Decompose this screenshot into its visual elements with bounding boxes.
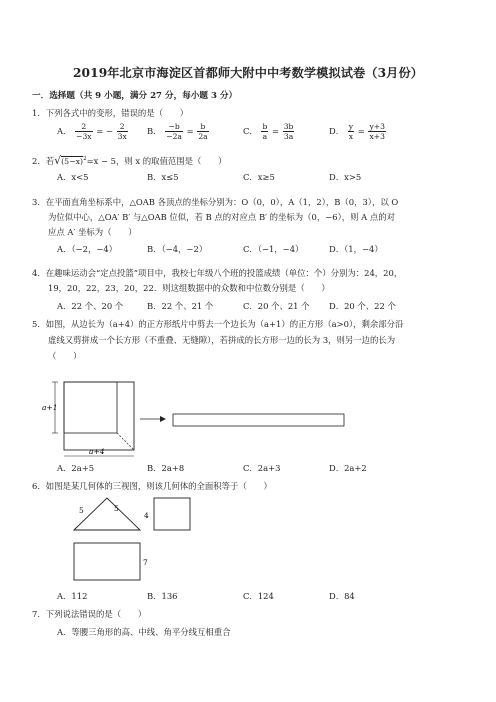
section-heading: 一．选择题（共 9 小题，满分 27 分，每小题 3 分） bbox=[32, 91, 238, 101]
front-view-left-edge-label: 5 bbox=[79, 506, 84, 515]
top-view-side-label: 7 bbox=[143, 558, 148, 567]
question-5-line-3: （ ） bbox=[48, 351, 82, 361]
question-2: 2．若$√(5-x)^2=x - 5$，则 x 的取值范围是（ ） bbox=[32, 153, 227, 167]
page-title: 2019年北京市海淀区首都师大附中中考数学模拟试卷（3月份） bbox=[72, 66, 424, 80]
q6-three-views bbox=[70, 494, 210, 584]
question-4-line-1: 4．在趣味运动会“定点投篮”项目中，我校七年级八个班的投篮成绩（单位：个）分别为：24，20， bbox=[32, 268, 403, 278]
question-3-line-3: 应点 A′ 坐标为（ ） bbox=[48, 227, 137, 237]
q4-option-b: B．22 个、21 个 bbox=[147, 301, 214, 311]
q4-option-a: A．22 个、20 个 bbox=[57, 301, 124, 311]
radicand: (5−x) bbox=[61, 156, 84, 166]
q1-option-c: C． $\frac{b}{a}$ = $\frac{3b}{3a}$ bbox=[243, 122, 294, 141]
inner-square bbox=[64, 382, 117, 433]
spliced-rectangle bbox=[173, 414, 344, 426]
q6-option-d: D．84 bbox=[329, 591, 355, 601]
q3-option-b: B．（−4，−2） bbox=[147, 244, 208, 254]
dashed-cut-line bbox=[117, 433, 134, 450]
question-5-line-2: 虚线又剪拼成一个长方形（不重叠、无缝隙），若拼成的长方形一边的长为 3，则另一边的长为 bbox=[48, 335, 396, 345]
q1-option-d: D． $\frac{y}{x}$ = $\frac{y+3}{x+3}$ bbox=[329, 122, 385, 141]
q2-option-a: A．x<5 bbox=[57, 172, 89, 182]
q5-option-c: C．2a+3 bbox=[243, 463, 281, 473]
question-3-line-2: 为位似中心，△OA′ B′ 与△OAB 位似，若 B 点的对应点 B′ 的坐标为（0，−6），则 A 点的对 bbox=[48, 212, 396, 222]
front-view-right-edge-label: 5 bbox=[114, 504, 119, 513]
outer-square bbox=[64, 382, 134, 450]
question-3-line-1: 3．在平面直角坐标系中，△OAB 各顶点的坐标分别为：O（0，0），A（1，2），B（0，3），以 O bbox=[32, 197, 399, 207]
question-4-line-2: 19，20，22，23，20，22．则这组数据中的众数和中位数分别是（ ） bbox=[48, 283, 330, 293]
q5-figure bbox=[40, 366, 360, 461]
q7-option-a: A．等腰三角形的高、中线、角平分线互相重合 bbox=[57, 627, 231, 637]
side-view-height-label: 4 bbox=[144, 511, 149, 520]
question-7: 7．下列说法错误的是（ ） bbox=[32, 609, 147, 619]
q5-option-d: D．2a+2 bbox=[329, 463, 367, 473]
arrow-head-icon bbox=[160, 416, 166, 422]
q2-option-d: D．x>5 bbox=[329, 172, 362, 182]
q3-option-a: A．（−2，−4） bbox=[57, 244, 118, 254]
q1-option-a: A． $\frac{2}{-3x}$ = − $\frac{2}{3x}$ bbox=[57, 122, 127, 141]
q5-option-b: B．2a+8 bbox=[147, 463, 185, 473]
q1-option-b: B． $\frac{-b}{-2a}$ = $\frac{b}{2a}$ bbox=[147, 122, 208, 141]
q3-option-d: D．（1，−4） bbox=[329, 244, 383, 254]
top-view-rectangle bbox=[74, 543, 140, 580]
q6-option-b: B．136 bbox=[147, 591, 178, 601]
side-view-rectangle bbox=[154, 498, 190, 530]
q3-option-c: C．（−1，−4） bbox=[243, 244, 304, 254]
q4-option-c: C．20 个、21 个 bbox=[243, 301, 310, 311]
q2-option-c: C．x≥5 bbox=[243, 172, 275, 182]
left-label: a+1 bbox=[42, 403, 58, 412]
q6-option-a: A．112 bbox=[57, 591, 88, 601]
bottom-label: a+4 bbox=[89, 447, 105, 456]
question-6: 6．如图是某几何体的三视图，则该几何体的全面积等于（ ） bbox=[32, 481, 272, 491]
q5-option-a: A．2a+5 bbox=[57, 463, 95, 473]
q2-option-b: B．x≤5 bbox=[147, 172, 179, 182]
front-view-triangle bbox=[74, 498, 140, 530]
q4-option-d: D．20 个、22 个 bbox=[329, 301, 396, 311]
q6-option-c: C．124 bbox=[243, 591, 274, 601]
question-1: 1．下列各式中的变形，错误的是（ ） bbox=[32, 108, 189, 118]
question-5-line-1: 5．如图，从边长为（a+4）的正方形纸片中剪去一个边长为（a+1）的正方形（a>0），剩余部分沿 bbox=[32, 319, 404, 329]
